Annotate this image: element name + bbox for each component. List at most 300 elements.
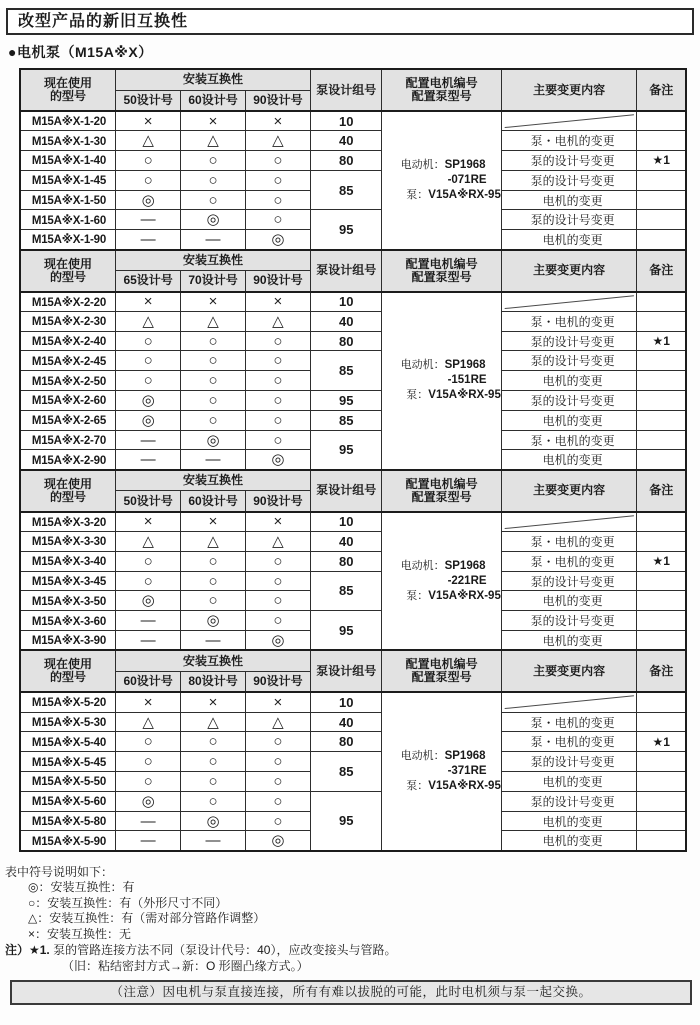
compat-symbol: — — [115, 450, 180, 470]
change-cell: 泵的设计号变更 — [501, 611, 637, 631]
col-header-model: 现在使用 的型号 — [20, 650, 115, 692]
col-header-note: 备注 — [637, 69, 686, 111]
compat-symbol: ○ — [115, 170, 180, 190]
model-cell: M15A※X-2-40 — [20, 331, 115, 351]
note-cell: ★1 — [637, 151, 686, 171]
change-cell: 电机的变更 — [501, 371, 637, 391]
col-header-change: 主要变更内容 — [501, 69, 637, 111]
compat-symbol: ○ — [245, 190, 310, 210]
compat-symbol: — — [115, 230, 180, 250]
compat-symbol: — — [181, 631, 245, 651]
col-header-design-2: 90设计号 — [245, 90, 310, 111]
change-cell — [501, 692, 637, 712]
col-header-model: 现在使用 的型号 — [20, 470, 115, 512]
compat-symbol: × — [115, 111, 180, 131]
model-cell: M15A※X-2-30 — [20, 311, 115, 331]
note-cell — [637, 391, 686, 411]
pump-group-cell: 80 — [311, 151, 382, 171]
table-body — [20, 692, 686, 850]
motor-number-suffix: -151RE — [447, 374, 487, 387]
table-row — [20, 410, 686, 430]
pump-group-cell: 85 — [311, 571, 382, 611]
compat-symbol: ◎ — [245, 230, 310, 250]
note-cell — [637, 131, 686, 151]
model-cell: M15A※X-5-45 — [20, 752, 115, 772]
pump-model: 泵：V15A※RX-95 — [406, 780, 501, 793]
compat-table-1 — [19, 68, 687, 251]
compat-symbol: — — [181, 831, 245, 851]
table-row — [20, 111, 686, 131]
compat-symbol: — — [181, 450, 245, 470]
change-cell: 泵・电机的变更 — [501, 131, 637, 151]
pump-group-cell: 10 — [311, 692, 382, 712]
pump-group-cell: 10 — [311, 512, 382, 532]
motor-number-suffix: -371RE — [447, 765, 487, 778]
compat-symbol: △ — [115, 532, 180, 552]
compat-symbol: ○ — [245, 210, 310, 230]
compat-symbol: ○ — [115, 151, 180, 171]
footnote-text: 泵的管路连接方法不同（泵设计代号：40），应改变接头与管路。 — [53, 943, 397, 958]
compat-symbol: ○ — [245, 591, 310, 611]
model-cell: M15A※X-2-20 — [20, 292, 115, 312]
table-body — [20, 512, 686, 651]
motor-number-suffix: -221RE — [447, 574, 487, 587]
change-cell: 泵的设计号变更 — [501, 752, 637, 772]
col-header-motor-config: 配置电机编号 配置泵型号 — [382, 470, 502, 512]
col-header-motor-config: 配置电机编号 配置泵型号 — [382, 69, 502, 111]
compat-symbol: ○ — [245, 611, 310, 631]
change-cell: 泵的设计号变更 — [501, 351, 637, 371]
note-cell — [637, 170, 686, 190]
compat-symbol: — — [181, 230, 245, 250]
legend-item-full-compat: ◎：安装互换性：有 — [28, 880, 135, 895]
compat-symbol: ◎ — [181, 210, 245, 230]
col-header-design-1: 60设计号 — [181, 491, 245, 512]
compat-symbol: ○ — [181, 391, 245, 411]
compat-symbol: ○ — [115, 772, 180, 792]
diagonal-line — [502, 112, 637, 130]
col-header-pump-group: 泵设计组号 — [311, 470, 382, 512]
compat-symbol: ◎ — [115, 591, 180, 611]
note-cell — [637, 712, 686, 732]
pump-group-cell: 80 — [311, 551, 382, 571]
col-header-note: 备注 — [637, 470, 686, 512]
compat-symbol: ○ — [245, 732, 310, 752]
pump-group-cell: 85 — [311, 170, 382, 210]
model-cell: M15A※X-2-65 — [20, 410, 115, 430]
compat-symbol: ○ — [181, 732, 245, 752]
motor-number: 电动机：SP1968 — [400, 359, 486, 372]
col-header-design-2: 90设计号 — [245, 671, 310, 692]
note-cell — [637, 311, 686, 331]
table-row — [20, 791, 686, 811]
compat-symbol: ◎ — [115, 190, 180, 210]
change-cell: 电机的变更 — [501, 772, 637, 792]
diagonal-line — [502, 293, 637, 311]
model-cell: M15A※X-2-70 — [20, 430, 115, 450]
compat-symbol: ◎ — [181, 430, 245, 450]
compat-symbol: ○ — [115, 371, 180, 391]
note-cell — [637, 611, 686, 631]
compat-symbol: ○ — [245, 170, 310, 190]
col-header-pump-group: 泵设计组号 — [311, 650, 382, 692]
compat-symbol: ○ — [115, 351, 180, 371]
col-header-model: 现在使用 的型号 — [20, 250, 115, 292]
col-header-change: 主要变更内容 — [501, 250, 637, 292]
pump-group-cell: 80 — [311, 732, 382, 752]
compat-symbol: × — [181, 512, 245, 532]
compat-symbol: ○ — [181, 752, 245, 772]
change-cell: 电机的变更 — [501, 631, 637, 651]
compat-symbol: ○ — [245, 430, 310, 450]
compat-symbol: × — [245, 111, 310, 131]
compat-symbol: ◎ — [245, 450, 310, 470]
model-cell: M15A※X-1-40 — [20, 151, 115, 171]
model-cell: M15A※X-1-50 — [20, 190, 115, 210]
legend-item-diff-size: ○：安装互换性：有（外形尺寸不同） — [28, 895, 228, 910]
pump-group-cell: 85 — [311, 410, 382, 430]
col-header-motor-config: 配置电机编号 配置泵型号 — [382, 650, 502, 692]
compat-symbol: △ — [115, 311, 180, 331]
note-cell — [637, 692, 686, 712]
compat-symbol: ○ — [181, 591, 245, 611]
change-cell: 泵・电机的变更 — [501, 430, 637, 450]
note-cell — [637, 351, 686, 371]
col-header-compat: 安装互换性 — [115, 650, 310, 671]
compat-symbol: ○ — [245, 551, 310, 571]
compat-symbol: ○ — [181, 190, 245, 210]
compat-symbol: ◎ — [115, 391, 180, 411]
note-cell — [637, 111, 686, 131]
note-cell — [637, 210, 686, 230]
table-row — [20, 292, 686, 312]
motor-config-cell — [382, 111, 502, 250]
table-header — [20, 650, 686, 692]
compat-symbol: ○ — [115, 571, 180, 591]
pump-group-cell: 40 — [311, 131, 382, 151]
compat-symbol: ○ — [245, 151, 310, 171]
change-cell: 电机的变更 — [501, 831, 637, 851]
page-title-box — [6, 8, 694, 35]
compat-symbol: — — [115, 811, 180, 831]
col-header-design-0: 60设计号 — [115, 671, 180, 692]
motor-number: 电动机：SP1968 — [400, 750, 486, 763]
table-header — [20, 470, 686, 512]
compatibility-tables — [19, 68, 687, 852]
pump-group-cell: 95 — [311, 210, 382, 250]
pump-group-cell: 10 — [311, 111, 382, 131]
change-cell: 电机的变更 — [501, 591, 637, 611]
change-cell: 电机的变更 — [501, 410, 637, 430]
col-header-pump-group: 泵设计组号 — [311, 69, 382, 111]
compat-symbol: ○ — [181, 351, 245, 371]
pump-group-cell: 40 — [311, 311, 382, 331]
change-cell — [501, 292, 637, 312]
table-row — [20, 430, 686, 450]
compat-symbol: ◎ — [181, 811, 245, 831]
compat-symbol: × — [115, 692, 180, 712]
change-cell — [501, 512, 637, 532]
compat-symbol: △ — [181, 712, 245, 732]
compat-symbol: ◎ — [181, 611, 245, 631]
note-cell — [637, 532, 686, 552]
compat-symbol: ○ — [181, 170, 245, 190]
legend-intro: 表中符号说明如下： — [5, 864, 114, 879]
compat-symbol: △ — [245, 131, 310, 151]
compat-symbol: × — [181, 111, 245, 131]
col-header-design-0: 65设计号 — [115, 271, 180, 292]
table-row — [20, 311, 686, 331]
col-header-motor-config: 配置电机编号 配置泵型号 — [382, 250, 502, 292]
table-header — [20, 69, 686, 111]
model-cell: M15A※X-5-90 — [20, 831, 115, 851]
compat-symbol: ◎ — [245, 631, 310, 651]
note-cell — [637, 430, 686, 450]
change-cell: 电机的变更 — [501, 450, 637, 470]
model-cell: M15A※X-3-40 — [20, 551, 115, 571]
model-cell: M15A※X-5-80 — [20, 811, 115, 831]
col-header-design-1: 70设计号 — [181, 271, 245, 292]
note-cell — [637, 631, 686, 651]
legend-item-no-compat: ×：安装互换性：无 — [28, 926, 132, 941]
col-header-compat: 安装互换性 — [115, 250, 310, 271]
pump-model: 泵：V15A※RX-95 — [406, 589, 501, 602]
pump-group-cell: 80 — [311, 331, 382, 351]
change-cell: 泵・电机的变更 — [501, 732, 637, 752]
table-row — [20, 170, 686, 190]
compat-symbol: × — [245, 292, 310, 312]
compat-symbol: ○ — [181, 772, 245, 792]
compat-symbol: ○ — [245, 811, 310, 831]
change-cell: 泵的设计号变更 — [501, 331, 637, 351]
col-header-design-0: 50设计号 — [115, 90, 180, 111]
motor-number-suffix: -071RE — [447, 173, 487, 186]
table-row — [20, 391, 686, 411]
compat-symbol: △ — [181, 131, 245, 151]
model-cell: M15A※X-1-60 — [20, 210, 115, 230]
change-cell: 泵・电机的变更 — [501, 712, 637, 732]
compat-symbol: ○ — [181, 410, 245, 430]
compat-symbol: △ — [245, 311, 310, 331]
table-row — [20, 210, 686, 230]
note-cell — [637, 591, 686, 611]
motor-number: 电动机：SP1968 — [400, 559, 486, 572]
compat-symbol: △ — [181, 532, 245, 552]
model-cell: M15A※X-3-20 — [20, 512, 115, 532]
compat-symbol: × — [115, 512, 180, 532]
model-cell: M15A※X-5-50 — [20, 772, 115, 792]
footnote-prefix: 注）★1. — [5, 943, 50, 958]
model-cell: M15A※X-2-60 — [20, 391, 115, 411]
change-cell: 泵的设计号变更 — [501, 571, 637, 591]
col-header-design-2: 90设计号 — [245, 271, 310, 292]
change-cell: 电机的变更 — [501, 190, 637, 210]
compat-symbol: ○ — [181, 331, 245, 351]
compat-table-2 — [19, 249, 687, 471]
pump-group-cell: 95 — [311, 430, 382, 470]
change-cell: 电机的变更 — [501, 811, 637, 831]
col-header-design-1: 80设计号 — [181, 671, 245, 692]
table-body — [20, 292, 686, 470]
model-cell: M15A※X-3-90 — [20, 631, 115, 651]
compat-symbol: ○ — [245, 752, 310, 772]
motor-config-cell — [382, 292, 502, 470]
table-row — [20, 571, 686, 591]
pump-group-cell: 85 — [311, 752, 382, 792]
model-cell: M15A※X-1-20 — [20, 111, 115, 131]
compat-symbol: — — [115, 631, 180, 651]
compat-symbol: ◎ — [115, 791, 180, 811]
note-cell — [637, 450, 686, 470]
note-cell — [637, 371, 686, 391]
pump-group-cell: 85 — [311, 351, 382, 391]
model-cell: M15A※X-5-20 — [20, 692, 115, 712]
model-cell: M15A※X-1-30 — [20, 131, 115, 151]
compat-symbol: △ — [181, 311, 245, 331]
table-row — [20, 331, 686, 351]
compat-symbol: — — [115, 611, 180, 631]
footnote-star1-line2: （旧：粘结密封方式→新：O 形圈凸缘方式。） — [62, 958, 309, 973]
model-cell: M15A※X-5-30 — [20, 712, 115, 732]
compat-symbol: ○ — [181, 151, 245, 171]
caution-box: （注意）因电机与泵直接连接，所有有难以拔脱的可能，此时电机须与泵一起交换。 — [10, 980, 692, 1005]
note-cell — [637, 811, 686, 831]
compat-symbol: ○ — [245, 391, 310, 411]
table-row — [20, 351, 686, 371]
compat-symbol: ○ — [245, 791, 310, 811]
col-header-design-0: 50设计号 — [115, 491, 180, 512]
motor-number: 电动机：SP1968 — [400, 158, 486, 171]
diagonal-line — [502, 693, 637, 711]
col-header-pump-group: 泵设计组号 — [311, 250, 382, 292]
table-row — [20, 551, 686, 571]
compat-table-3 — [19, 469, 687, 652]
compat-symbol: △ — [245, 532, 310, 552]
pump-model: 泵：V15A※RX-95 — [406, 389, 501, 402]
col-header-compat: 安装互换性 — [115, 470, 310, 491]
compat-symbol: ○ — [115, 752, 180, 772]
compat-symbol: ○ — [245, 571, 310, 591]
col-header-design-1: 60设计号 — [181, 90, 245, 111]
table-row — [20, 611, 686, 631]
col-header-model: 现在使用 的型号 — [20, 69, 115, 111]
compat-symbol: — — [115, 210, 180, 230]
change-cell: 泵的设计号变更 — [501, 391, 637, 411]
table-row — [20, 692, 686, 712]
compat-symbol: ○ — [115, 331, 180, 351]
col-header-change: 主要变更内容 — [501, 470, 637, 512]
compat-symbol: ◎ — [245, 831, 310, 851]
pump-group-cell: 40 — [311, 712, 382, 732]
table-row — [20, 532, 686, 552]
pump-group-cell: 95 — [311, 391, 382, 411]
note-cell — [637, 410, 686, 430]
change-cell: 电机的变更 — [501, 230, 637, 250]
change-cell: 泵・电机的变更 — [501, 551, 637, 571]
note-cell — [637, 230, 686, 250]
col-header-note: 备注 — [637, 650, 686, 692]
note-cell — [637, 831, 686, 851]
compat-symbol: — — [115, 430, 180, 450]
legend-item-need-piping: △：安装互换性：有（需对部分管路作调整） — [28, 911, 266, 926]
pump-model: 泵：V15A※RX-95 — [406, 188, 501, 201]
table-row — [20, 712, 686, 732]
motor-config-cell — [382, 692, 502, 850]
compat-symbol: ○ — [181, 791, 245, 811]
note-cell — [637, 512, 686, 532]
compat-symbol: ○ — [181, 371, 245, 391]
pump-group-cell: 95 — [311, 791, 382, 850]
table-body — [20, 111, 686, 250]
symbol-legend — [5, 865, 700, 975]
compat-symbol: × — [245, 512, 310, 532]
note-cell — [637, 772, 686, 792]
compat-symbol: ○ — [181, 571, 245, 591]
table-row — [20, 732, 686, 752]
note-cell — [637, 190, 686, 210]
table-header — [20, 250, 686, 292]
col-header-design-2: 90设计号 — [245, 491, 310, 512]
col-header-compat: 安装互换性 — [115, 69, 310, 90]
note-cell: ★1 — [637, 732, 686, 752]
pump-group-cell: 40 — [311, 532, 382, 552]
col-header-note: 备注 — [637, 250, 686, 292]
model-cell: M15A※X-3-50 — [20, 591, 115, 611]
change-cell: 泵的设计号变更 — [501, 791, 637, 811]
compat-symbol: ○ — [245, 772, 310, 792]
table-row — [20, 131, 686, 151]
change-cell: 泵的设计号变更 — [501, 170, 637, 190]
compat-symbol: — — [115, 831, 180, 851]
compat-symbol: × — [181, 292, 245, 312]
compat-symbol: ○ — [245, 331, 310, 351]
pump-group-cell: 95 — [311, 611, 382, 651]
change-cell — [501, 111, 637, 131]
model-cell: M15A※X-2-45 — [20, 351, 115, 371]
note-cell: ★1 — [637, 551, 686, 571]
compat-symbol: × — [181, 692, 245, 712]
model-cell: M15A※X-1-90 — [20, 230, 115, 250]
compat-symbol: ○ — [245, 351, 310, 371]
compat-symbol: ○ — [181, 551, 245, 571]
change-cell: 泵的设计号变更 — [501, 151, 637, 171]
model-cell: M15A※X-3-30 — [20, 532, 115, 552]
col-header-change: 主要变更内容 — [501, 650, 637, 692]
table-row — [20, 151, 686, 171]
compat-symbol: ○ — [115, 732, 180, 752]
table-row — [20, 512, 686, 532]
change-cell: 泵・电机的变更 — [501, 311, 637, 331]
model-cell: M15A※X-2-50 — [20, 371, 115, 391]
compat-symbol: △ — [115, 131, 180, 151]
footnote-star1 — [5, 943, 700, 959]
compat-symbol: ◎ — [115, 410, 180, 430]
table-row — [20, 752, 686, 772]
model-cell: M15A※X-5-60 — [20, 791, 115, 811]
compat-table-4 — [19, 649, 687, 851]
compat-symbol: △ — [115, 712, 180, 732]
diagonal-line — [502, 513, 637, 531]
compat-symbol: × — [115, 292, 180, 312]
model-cell: M15A※X-1-45 — [20, 170, 115, 190]
motor-config-cell — [382, 512, 502, 651]
model-cell: M15A※X-3-45 — [20, 571, 115, 591]
note-cell — [637, 752, 686, 772]
pump-group-cell: 10 — [311, 292, 382, 312]
compat-symbol: ○ — [245, 410, 310, 430]
section-subtitle: ●电机泵（M15A※X） — [8, 44, 153, 60]
compat-symbol: △ — [245, 712, 310, 732]
